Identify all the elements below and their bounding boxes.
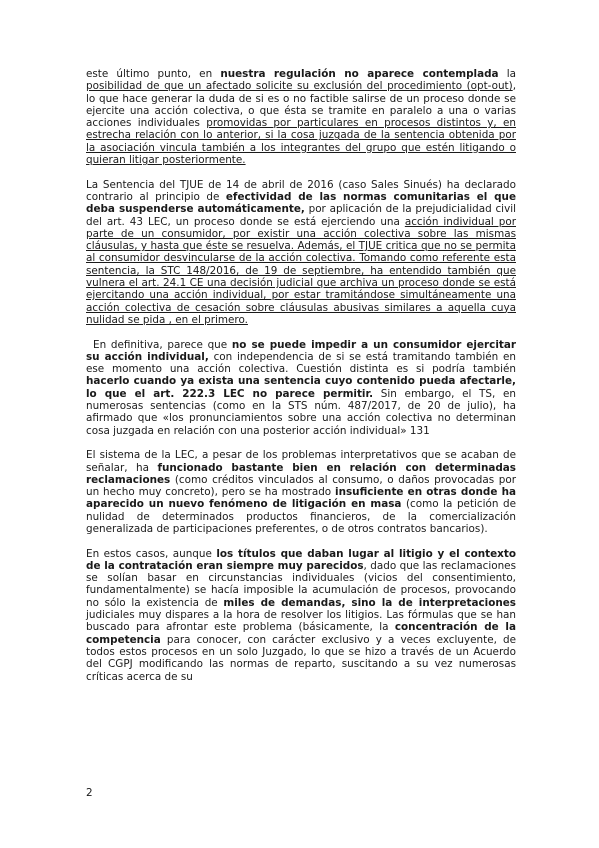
text-run: (como la petición de nulidad de determinados productos financieros, de la comercialización generalizada de participaciones preferentes, o de otros contratos bancarios). [86,498,516,535]
text-run: , dado que las reclamaciones se solían basar en circunstancias individuales (vicios del consentimiento, fundamentalmente) se hacía imposible la acumulación de procesos, provocando no sólo la existencia de [86,559,516,609]
text-run: El sistema de la LEC, a pesar de los problemas interpretativos que se acaban de señalar, ha [86,449,516,474]
text-run: para conocer, con carácter exclusivo y a veces excluyente, de todos estos procesos en un solo Juzgado, lo que se hizo a través de un Acuerdo del CGPJ modificando las normas de reparto, suscitando a su vez numerosas críticas acerca de su [86,633,516,683]
text-run: la [498,68,516,80]
page-number: 2 [86,787,93,799]
text-run: En estos casos, aunque [86,547,217,560]
text-run: En definitiva, parece que [93,338,232,351]
bold-text: miles de demandas, sino la de interpretaciones [223,596,516,609]
text-run: La Sentencia del TJUE de 14 de abril de 2016 (caso Sales Sinués) ha declarado contrario al principio de [86,178,516,203]
bold-text: hacerlo cuando ya exista una sentencia cuyo contenido pueda afectarle, lo que el art. 222.3 LEC no parece permitir. [86,375,516,400]
paragraph [86,449,516,535]
text-run: este último punto, en [86,68,221,80]
bold-text: concentración de la competencia [86,621,517,646]
underlined-text: acción individual por parte de un consumidor, por existir una acción colectiva sobre las mismas cláusulas, y hasta que éste se resuelva. Además, el TJUE critica que no se permita al consumidor desvincularse de la acción colectiva. Tomando como referente esta sentencia, la STC 148/2016, de 19 de septiembre, ha entendido también que vulnera el art. 24.1 CE una decisión judicial que archiva un proceso donde se está ejercitando una acción individual, por estar tramitándose simultáneamente una acción colectiva de cesación sobre cláusulas abusivas similares a aquella cuya nulidad se pida , en el primero. [86,215,516,326]
bold-text: los títulos que daban lugar al litigio y el contexto de la contratación eran siempre muy parecidos [86,547,516,572]
bold-text: insuficiente en otras donde ha aparecido un nuevo fenómeno de litigación en masa [86,486,516,511]
underlined-text: promovidas por particulares en procesos distintos y, en estrecha relación con lo anterior, si la cosa juzgada de la sentencia obtenida por la asociación vincula también a los integrantes del grupo que estén litigando o quieran litigar posteriormente. [86,117,516,167]
paragraph [86,68,516,166]
underlined-text: posibilidad de que un afectado solicite su exclusión del procedimiento (opt-out) [86,80,513,93]
paragraph [86,339,516,437]
paragraph [86,179,516,327]
text-run: (como créditos vinculados al consumo, o daños provocadas por un hecho muy concreto), pero se ha mostrado [86,473,516,499]
text-run: por aplicación de la prejudicialidad civil del art. 43 LEC, un proceso donde se está ejerciendo una [86,203,516,228]
text-run: Sin embargo, el TS, en numerosas sentencias (como en la STS núm. 487/2017, de 20 de julio), ha afirmado que «los pronunciamientos sobre una acción colectiva no determinan cosa juzgada en relación con una posterior acción individual» 131 [86,387,516,437]
document-body [86,68,516,695]
text-run: con independencia de si se está tramitando también en ese momento una acción colectiva. Cuestión distinta es si podría también [86,350,516,376]
bold-text: no se puede impedir a un consumidor ejercitar su acción individual, [86,338,516,363]
paragraph [86,548,516,683]
bold-text: efectividad de las normas comunitarias el que deba suspenderse automáticamente, [86,190,516,216]
bold-text: funcionado bastante bien en relación con determinadas reclamaciones [86,461,516,486]
text-run: , lo que hace generar la duda de si es o no factible salirse de un proceso donde se ejercite una acción colectiva, o que ésta se tramite en paralelo a una o varias acciones individuales [86,80,516,130]
text-run: judiciales muy dispares a la hora de resolver los litigios. Las fórmulas que se han buscado para afrontar este problema (básicamente, la [86,609,516,634]
bold-text: nuestra regulación no aparece contemplada [220,68,499,80]
